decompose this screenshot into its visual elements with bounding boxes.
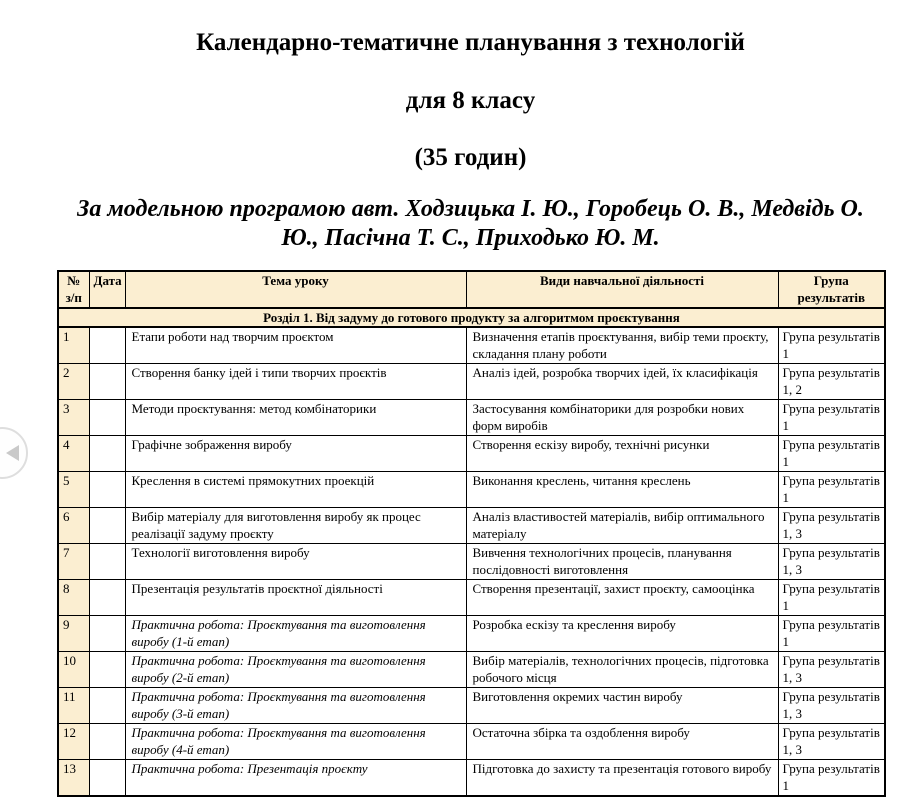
row-activities: Створення ескізу виробу, технічні рисунки	[466, 436, 778, 472]
row-number: 6	[58, 508, 89, 544]
row-activities: Підготовка до захисту та презентація готового виробу	[466, 760, 778, 797]
column-header-number: № з/п	[58, 271, 89, 308]
table-header-row	[58, 271, 885, 308]
row-activities: Виготовлення окремих частин виробу	[466, 688, 778, 724]
row-results: Група результатів 1	[778, 760, 885, 797]
table-body	[58, 308, 885, 796]
row-number: 12	[58, 724, 89, 760]
row-number: 8	[58, 580, 89, 616]
program-authors-subtitle: За модельною програмою авт. Ходзицька І. Ю., Горобець О. В., Медвідь О. Ю., Пасічна Т. С., Приходько Ю. М.	[77, 196, 864, 251]
row-date	[89, 580, 125, 616]
row-results: Група результатів 1, 3	[778, 544, 885, 580]
table-row	[58, 724, 885, 760]
row-number: 13	[58, 760, 89, 797]
table-row	[58, 327, 885, 364]
table-row	[58, 364, 885, 400]
table-row	[58, 472, 885, 508]
row-date	[89, 327, 125, 364]
row-date	[89, 760, 125, 797]
row-topic: Вибір матеріалу для виготовлення виробу як процес реалізації задуму проєкту	[125, 508, 466, 544]
row-date	[89, 724, 125, 760]
row-date	[89, 616, 125, 652]
table-row	[58, 508, 885, 544]
row-date	[89, 472, 125, 508]
column-header-topic: Тема уроку	[125, 271, 466, 308]
section-row	[58, 308, 885, 327]
row-topic: Графічне зображення виробу	[125, 436, 466, 472]
table-row	[58, 652, 885, 688]
row-number: 1	[58, 327, 89, 364]
row-results: Група результатів 1, 3	[778, 652, 885, 688]
table-row	[58, 436, 885, 472]
table-row	[58, 580, 885, 616]
row-number: 3	[58, 400, 89, 436]
row-activities: Створення презентації, захист проєкту, самооцінка	[466, 580, 778, 616]
table-row	[58, 400, 885, 436]
row-results: Група результатів 1	[778, 327, 885, 364]
row-topic: Презентація результатів проєктної діяльності	[125, 580, 466, 616]
table-row	[58, 688, 885, 724]
carousel-prev-button[interactable]	[0, 427, 28, 479]
row-number: 5	[58, 472, 89, 508]
table-row	[58, 760, 885, 797]
row-number: 2	[58, 364, 89, 400]
row-number: 4	[58, 436, 89, 472]
row-number: 9	[58, 616, 89, 652]
row-topic: Практична робота: Проєктування та виготовлення виробу (4-й етап)	[125, 724, 466, 760]
row-number: 7	[58, 544, 89, 580]
row-date	[89, 364, 125, 400]
column-header-date: Дата	[89, 271, 125, 308]
column-header-results: Група результатів	[778, 271, 885, 308]
row-topic: Етапи роботи над творчим проєктом	[125, 327, 466, 364]
row-results: Група результатів 1	[778, 472, 885, 508]
row-results: Група результатів 1	[778, 400, 885, 436]
row-date	[89, 544, 125, 580]
document-page	[57, 28, 884, 797]
row-date	[89, 400, 125, 436]
row-number: 10	[58, 652, 89, 688]
row-results: Група результатів 1	[778, 616, 885, 652]
row-results: Група результатів 1, 3	[778, 508, 885, 544]
row-number: 11	[58, 688, 89, 724]
table-row	[58, 616, 885, 652]
row-activities: Виконання креслень, читання креслень	[466, 472, 778, 508]
row-activities: Розробка ескізу та креслення виробу	[466, 616, 778, 652]
page-title-hours: (35 годин)	[414, 144, 527, 171]
row-topic: Креслення в системі прямокутних проекцій	[125, 472, 466, 508]
column-header-activities: Види навчальної діяльності	[466, 271, 778, 308]
row-results: Група результатів 1, 3	[778, 724, 885, 760]
row-topic: Практична робота: Проєктування та виготовлення виробу (2-й етап)	[125, 652, 466, 688]
row-activities: Аналіз властивостей матеріалів, вибір оптимального матеріалу	[466, 508, 778, 544]
row-activities: Вивчення технологічних процесів, планування послідовності виготовлення	[466, 544, 778, 580]
section-title: Розділ 1. Від задуму до готового продукту за алгоритмом проєктування	[58, 308, 885, 327]
row-date	[89, 688, 125, 724]
row-date	[89, 652, 125, 688]
row-results: Група результатів 1, 2	[778, 364, 885, 400]
row-topic: Методи проєктування: метод комбінаторики	[125, 400, 466, 436]
row-activities: Визначення етапів проєктування, вибір теми проєкту, складання плану роботи	[466, 327, 778, 364]
row-results: Група результатів 1, 3	[778, 688, 885, 724]
row-activities: Застосування комбінаторики для розробки нових форм виробів	[466, 400, 778, 436]
lesson-plan-table	[57, 270, 886, 797]
row-topic: Технології виготовлення виробу	[125, 544, 466, 580]
table-row	[58, 544, 885, 580]
row-date	[89, 508, 125, 544]
row-results: Група результатів 1	[778, 436, 885, 472]
row-topic: Створення банку ідей і типи творчих проєктів	[125, 364, 466, 400]
left-arrow-icon	[6, 445, 19, 461]
row-topic: Практична робота: Проєктування та виготовлення виробу (3-й етап)	[125, 688, 466, 724]
row-topic: Практична робота: Презентація проєкту	[125, 760, 466, 797]
page-title-grade: для 8 класу	[405, 87, 536, 114]
row-activities: Вибір матеріалів, технологічних процесів, підготовка робочого місця	[466, 652, 778, 688]
page-title: Календарно-тематичне планування з технологій	[196, 29, 745, 56]
row-date	[89, 436, 125, 472]
row-results: Група результатів 1	[778, 580, 885, 616]
row-topic: Практична робота: Проєктування та виготовлення виробу (1-й етап)	[125, 616, 466, 652]
row-activities: Аналіз ідей, розробка творчих ідей, їх класифікація	[466, 364, 778, 400]
row-activities: Остаточна збірка та оздоблення виробу	[466, 724, 778, 760]
